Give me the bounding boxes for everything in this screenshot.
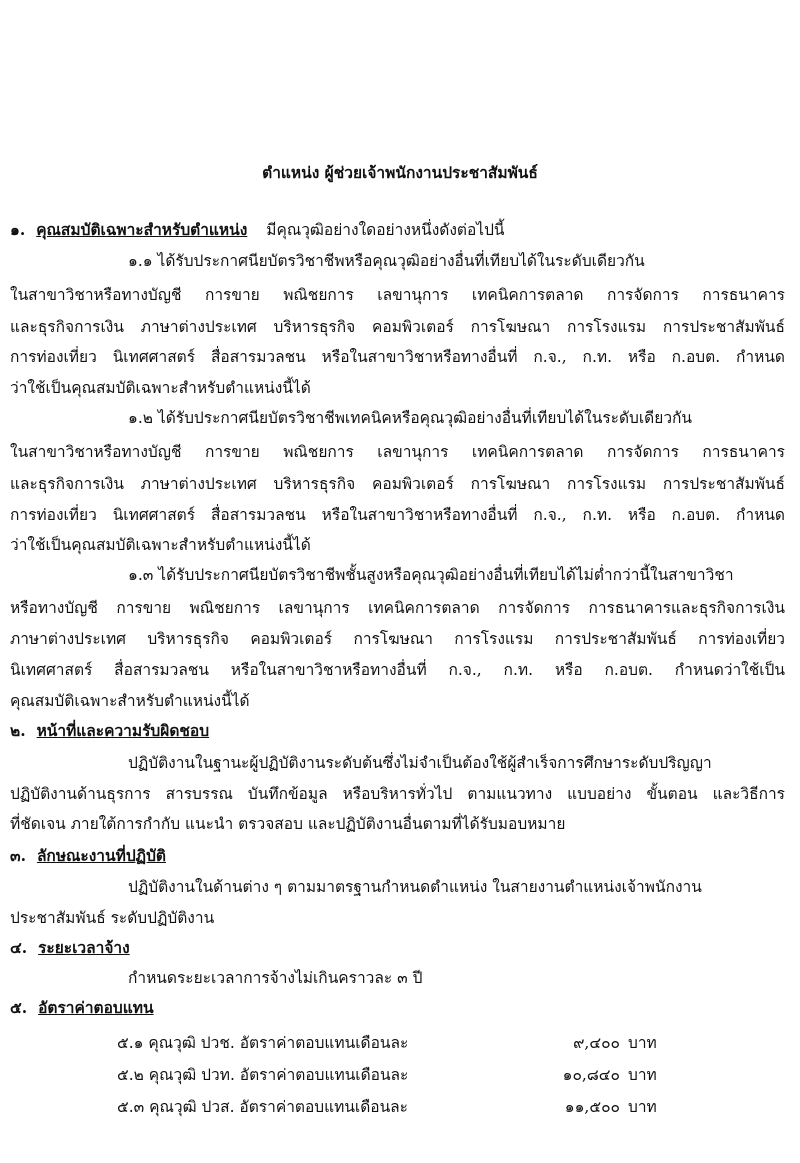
- section-2-line: ปฏิบัติงานในฐานะผู้ปฏิบัติงานระดับต้นซึ่งไม่จำเป็นต้องใช้ผู้สำเร็จการศึกษาระดับปริญญา: [128, 754, 712, 772]
- pay-rate-amount: ๑๐,๘๔๐: [562, 1066, 620, 1084]
- item-1-1-line: ๑.๑ ได้รับประกาศนียบัตรวิชาชีพหรือคุณวุฒิอย่างอื่นที่เทียบได้ในระดับเดียวกัน: [128, 252, 645, 270]
- page-title: ตำแหน่ง ผู้ช่วยเจ้าพนักงานประชาสัมพันธ์: [262, 163, 538, 182]
- pay-rate-row: [0, 1064, 800, 1086]
- section-3-line: ประชาสัมพันธ์ ระดับปฏิบัติงาน: [10, 909, 215, 927]
- item-1-3-line: ๑.๓ ได้รับประกาศนียบัตรวิชาชีพชั้นสูงหรือคุณวุฒิอย่างอื่นที่เทียบได้ไม่ต่ำกว่านี้ในสาขาวิชา: [128, 566, 734, 584]
- section-2-header: [10, 720, 209, 742]
- item-1-3-line: คุณสมบัติเฉพาะสำหรับตำแหน่งนี้ได้: [10, 692, 250, 710]
- section-2-heading: หน้าที่และความรับผิดชอบ: [36, 721, 210, 740]
- pay-rate-label: ๕.๓ คุณวุฒิ ปวส. อัตราค่าตอบแทนเดือนละ: [117, 1098, 409, 1116]
- pay-rate-label: ๕.๒ คุณวุฒิ ปวท. อัตราค่าตอบแทนเดือนละ: [117, 1066, 409, 1084]
- section-3-line: ปฏิบัติงานในด้านต่าง ๆ ตามมาตรฐานกำหนดตำแหน่ง ในสายงานตำแหน่งเจ้าพนักงาน: [128, 878, 702, 896]
- pay-rate-row: [0, 1032, 800, 1054]
- item-1-3-line: ภาษาต่างประเทศ บริหารธุรกิจ คอมพิวเตอร์ การโฆษณา การโรงแรม การประชาสัมพันธ์ การท่องเที่ยว: [10, 630, 785, 648]
- section-4-header: [10, 937, 130, 959]
- section-5-header: [10, 997, 154, 1019]
- pay-rate-amount: ๑๑,๕๐๐: [564, 1098, 620, 1116]
- item-1-1-line: การท่องเที่ยว นิเทศศาสตร์ สื่อสารมวลชน หรือในสาขาวิชาหรือทางอื่นที่ ก.จ., ก.ท. หรือ ก.อบต. กำหนด: [10, 348, 785, 366]
- pay-rate-unit: บาท: [628, 1066, 657, 1084]
- item-1-1-line: ว่าใช้เป็นคุณสมบัติเฉพาะสำหรับตำแหน่งนี้ได้: [10, 379, 311, 397]
- section-3-heading: ลักษณะงานที่ปฏิบัติ: [36, 846, 166, 865]
- section-4-line: กำหนดระยะเวลาการจ้างไม่เกินคราวละ ๓ ปี: [128, 969, 423, 987]
- item-1-3-line: นิเทศศาสตร์ สื่อสารมวลชน หรือในสาขาวิชาหรือทางอื่นที่ ก.จ., ก.ท. หรือ ก.อบต. กำหนดว่าใช้เป็น: [10, 661, 785, 679]
- section-5-heading: อัตราค่าตอบแทน: [38, 998, 154, 1017]
- section-5-number: ๕.: [10, 998, 28, 1017]
- section-4-number: ๔.: [10, 938, 28, 957]
- section-2-line: ที่ชัดเจน ภายใต้การกำกับ แนะนำ ตรวจสอบ และปฏิบัติงานอื่นตามที่ได้รับมอบหมาย: [10, 815, 566, 833]
- section-4-heading: ระยะเวลาจ้าง: [38, 938, 130, 957]
- section-1-number: ๑.: [10, 220, 26, 239]
- section-1-header: [10, 219, 505, 241]
- section-1-intro: มีคุณวุฒิอย่างใดอย่างหนึ่งดังต่อไปนี้: [266, 221, 505, 239]
- item-1-2-line: การท่องเที่ยว นิเทศศาสตร์ สื่อสารมวลชน หรือในสาขาวิชาหรือทางอื่นที่ ก.จ., ก.ท. หรือ ก.อบต. กำหนด: [10, 506, 785, 524]
- section-2-number: ๒.: [10, 721, 26, 740]
- item-1-1-line: และธุรกิจการเงิน ภาษาต่างประเทศ บริหารธุรกิจ คอมพิวเตอร์ การโฆษณา การโรงแรม การประชาสัมพันธ์: [10, 318, 785, 336]
- item-1-2-line: และธุรกิจการเงิน ภาษาต่างประเทศ บริหารธุรกิจ คอมพิวเตอร์ การโฆษณา การโรงแรม การประชาสัมพันธ์: [10, 475, 785, 493]
- item-1-1-line: ในสาขาวิชาหรือทางบัญชี การขาย พณิชยการ เลขานุการ เทคนิคการตลาด การจัดการ การธนาคาร: [10, 286, 785, 304]
- pay-rate-row: [0, 1096, 800, 1118]
- item-1-2-line: ๑.๒ ได้รับประกาศนียบัตรวิชาชีพเทคนิคหรือคุณวุฒิอย่างอื่นที่เทียบได้ในระดับเดียวกัน: [128, 409, 693, 427]
- section-3-header: [10, 845, 166, 867]
- section-3-number: ๓.: [10, 846, 26, 865]
- item-1-2-line: ในสาขาวิชาหรือทางบัญชี การขาย พณิชยการ เลขานุการ เทคนิคการตลาด การจัดการ การธนาคาร: [10, 443, 785, 461]
- item-1-3-line: หรือทางบัญชี การขาย พณิชยการ เลขานุการ เทคนิคการตลาด การจัดการ การธนาคารและธุรกิจการเงิน: [10, 599, 785, 617]
- pay-rate-unit: บาท: [628, 1098, 657, 1116]
- item-1-2-line: ว่าใช้เป็นคุณสมบัติเฉพาะสำหรับตำแหน่งนี้ได้: [10, 536, 311, 554]
- pay-rate-label: ๕.๑ คุณวุฒิ ปวช. อัตราค่าตอบแทนเดือนละ: [117, 1034, 409, 1052]
- pay-rate-amount: ๙,๔๐๐: [573, 1034, 620, 1052]
- section-1-heading: คุณสมบัติเฉพาะสำหรับตำแหน่ง: [36, 220, 248, 239]
- section-2-line: ปฏิบัติงานด้านธุรการ สารบรรณ บันทึกข้อมูล หรือบริหารทั่วไป ตามแนวทาง แบบอย่าง ขั้นตอน และวิธีการ: [10, 785, 785, 803]
- pay-rate-unit: บาท: [628, 1034, 657, 1052]
